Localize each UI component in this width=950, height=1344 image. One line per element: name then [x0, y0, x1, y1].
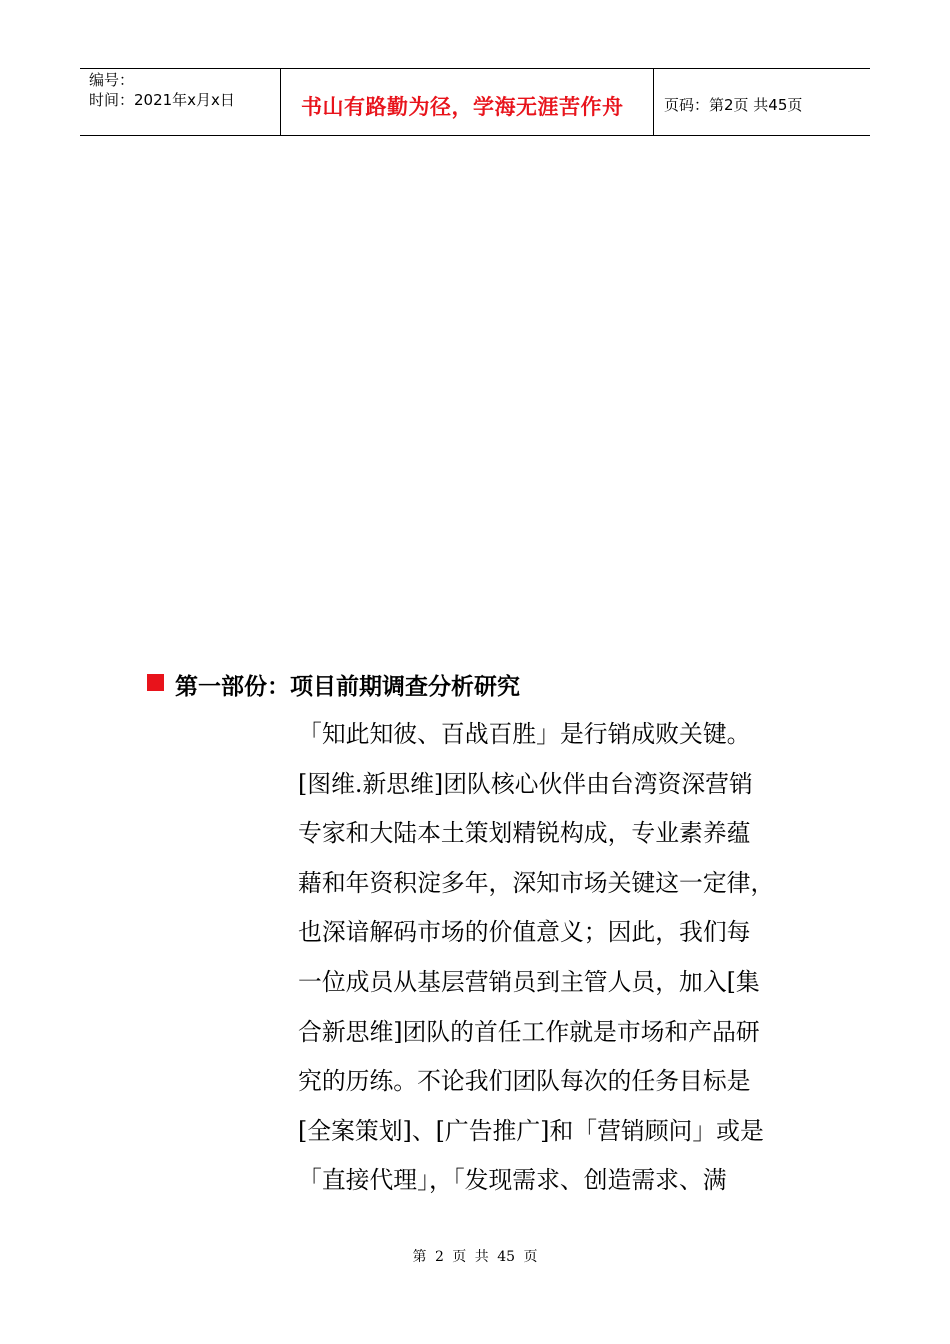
- body-line: [全案策划]、[广告推广]和「营销顾问」或是: [298, 1116, 764, 1145]
- header-motto-cell: [281, 69, 654, 135]
- body-line: 专家和大陆本土策划精锐构成，专业素养蕴: [298, 819, 751, 848]
- body-line: [图维.新思维]团队核心伙伴由台湾资深营销: [298, 769, 753, 798]
- body-line: 究的历练。不论我们团队每次的任务目标是: [298, 1067, 751, 1096]
- motto-text: 书山有路勤为径，学海无涯苦作舟: [301, 95, 624, 119]
- body-paragraph: [298, 713, 818, 1209]
- page-code: 页码：第2页 共45页: [664, 96, 803, 114]
- body-line: 藉和年资积淀多年，深知市场关键这一定律，: [298, 868, 775, 897]
- date-label: 时间：2021年x月x日: [89, 91, 235, 109]
- section-heading-text: 第一部份：项目前期调查分析研究: [175, 674, 520, 700]
- red-square-bullet-icon: [147, 674, 164, 691]
- page-footer: 第 2 页 共 45 页: [412, 1249, 538, 1265]
- body-line: 「直接代理」，「发现需求、创造需求、满: [298, 1166, 727, 1195]
- body-line: 一位成员从基层营销员到主管人员，加入[集: [298, 967, 760, 996]
- header-page-cell: [654, 69, 870, 135]
- body-line: 也深谙解码市场的价值意义；因此，我们每: [298, 918, 751, 947]
- document-header: [80, 68, 870, 136]
- number-label: 编号：: [89, 71, 135, 89]
- header-meta-cell: [80, 69, 281, 135]
- section-heading: [147, 668, 520, 701]
- body-line: 「知此知彼、百战百胜」是行销成败关键。: [298, 720, 751, 748]
- body-line: 合新思维]团队的首任工作就是市场和产品研: [298, 1017, 760, 1046]
